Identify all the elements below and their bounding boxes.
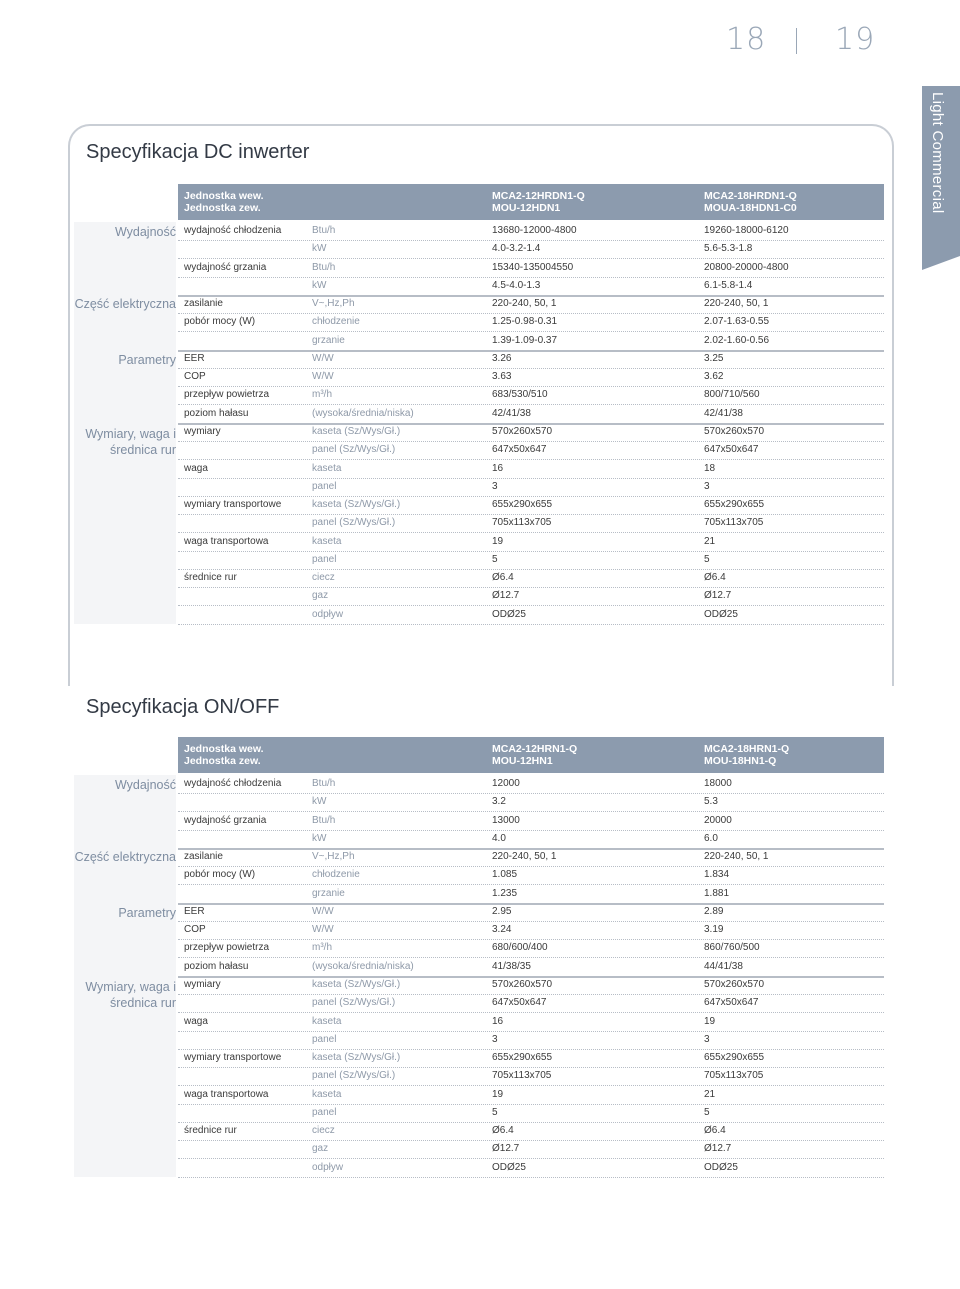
param-unit: kaseta [312,535,342,547]
value-model-2: 570x260x570 [704,979,765,990]
table-row [178,496,884,515]
param-unit: grzanie [312,887,345,899]
param-unit: kaseta (Sz/Wys/Gł.) [312,1052,401,1064]
param-name: wymiary [184,979,221,990]
param-unit: kW [312,279,327,291]
param-name: COP [184,924,206,936]
spec-table-dc-inverter [74,184,884,624]
table-row [178,423,884,442]
value-model-1: 647x50x647 [492,444,547,456]
value-model-1: 705x113x705 [492,1070,552,1082]
param-name: COP [184,371,206,383]
value-model-2: 2.89 [704,905,724,917]
param-unit: V~,Hz,Ph [312,851,355,863]
header-model-1: MCA2-12HRDN1-Q MOU-12HDN1 [492,190,585,214]
value-model-1: 3 [492,480,498,492]
value-model-1: 15340-135004550 [492,261,574,273]
table-row [178,587,884,606]
value-model-1: 3 [492,1033,498,1045]
value-model-2: 3 [704,1033,710,1045]
param-unit: kW [312,243,327,255]
value-model-2: 19260-18000-6120 [704,225,789,236]
group-column [74,775,176,1177]
table-row [178,368,884,387]
table-row [178,222,884,241]
table-row [178,939,884,958]
param-unit: panel [312,1033,337,1045]
param-name: waga [184,1015,208,1027]
value-model-1: 5 [492,1106,498,1118]
group-column [74,222,176,624]
table-row [178,332,884,352]
param-unit: ciecz [312,572,335,584]
table-row [178,885,884,905]
param-unit: kaseta (Sz/Wys/Gł.) [312,426,401,437]
value-model-2: 2.02-1.60-0.56 [704,334,770,346]
param-name: pobór mocy (W) [184,869,256,881]
header-model-2: MCA2-18HRN1-Q MOU-18HN1-Q [704,743,790,767]
value-model-1: 3.26 [492,352,512,364]
param-unit: kaseta [312,462,342,474]
group-label: Wydajność [114,225,176,239]
table-row [178,313,884,332]
group-label: Parametry [118,353,176,367]
table-row [178,775,884,794]
param-name: wymiary transportowe [184,1052,282,1064]
value-model-2: 220-240, 50, 1 [704,298,769,310]
table-row [178,994,884,1013]
group-label: Wydajność [114,778,176,792]
value-model-1: 680/600/400 [492,942,548,954]
page-number-separator [796,28,797,54]
param-unit: m³/h [312,942,332,954]
value-model-1: 3.24 [492,924,512,936]
group-label: Wymiary, waga i średnica rur [85,980,176,1010]
value-model-1: 220-240, 50, 1 [492,851,557,863]
value-model-1: 1.39-1.09-0.37 [492,334,558,346]
value-model-1: 655x290x655 [492,499,553,511]
param-name: waga [184,462,208,474]
param-unit: kaseta [312,1088,342,1100]
spec-table-on-off [74,737,884,1177]
param-unit: panel (Sz/Wys/Gł.) [312,517,396,529]
param-unit: gaz [312,1143,329,1155]
param-unit: ciecz [312,1125,335,1137]
table-row [178,1122,884,1141]
table-row [178,350,884,369]
param-unit: W/W [312,905,334,917]
param-name: średnice rur [184,572,237,584]
param-unit: kaseta (Sz/Wys/Gł.) [312,499,401,511]
table-row [178,405,884,425]
value-model-1: 4.0 [492,832,506,844]
table-row [178,848,884,867]
value-model-2: 5 [704,553,710,565]
side-tab-label: Light Commercial [929,92,946,214]
param-unit: panel [312,553,337,565]
table-row [178,259,884,278]
param-name: zasilanie [184,851,223,863]
value-model-2: 5.6-5.3-1.8 [704,243,753,255]
param-unit: Btu/h [312,225,336,236]
value-model-2: 800/710/560 [704,389,760,401]
table-row [178,976,884,995]
value-model-1: 570x260x570 [492,426,553,437]
value-model-1: Ø6.4 [492,1125,514,1137]
value-model-1: 13680-12000-4800 [492,225,577,236]
value-model-1: 19 [492,1088,504,1100]
value-model-2: 570x260x570 [704,426,765,437]
value-model-1: 42/41/38 [492,407,531,419]
header-units-label: Jednostka wew. Jednostka zew. [184,743,264,767]
value-model-1: 19 [492,535,504,547]
param-name: waga transportowa [184,535,269,547]
param-unit: panel [312,1106,337,1118]
value-model-2: 3.62 [704,371,724,383]
table-header [178,737,884,773]
table-row [178,569,884,588]
param-name: przepływ powietrza [184,942,270,954]
table-row [178,866,884,885]
param-unit: panel (Sz/Wys/Gł.) [312,444,396,456]
value-model-2: Ø12.7 [704,1143,732,1155]
side-tab-light-commercial [922,86,960,256]
table-row [178,903,884,922]
value-model-2: 655x290x655 [704,499,765,511]
value-model-2: 5.3 [704,796,718,808]
table-header [178,184,884,220]
table-row [178,1013,884,1032]
table-row [178,606,884,625]
value-model-2: 705x113x705 [704,1070,764,1082]
value-model-1: 683/530/510 [492,389,548,401]
param-name: przepływ powietrza [184,389,270,401]
value-model-1: Ø12.7 [492,1143,520,1155]
value-model-1: Ø6.4 [492,572,514,584]
value-model-2: 647x50x647 [704,444,759,456]
value-model-2: ODØ25 [704,608,738,620]
param-unit: m³/h [312,389,332,401]
value-model-1: ODØ25 [492,1161,526,1173]
table-row [178,533,884,552]
page-number-right: 19 [835,22,876,57]
value-model-1: 655x290x655 [492,1052,553,1064]
value-model-1: 570x260x570 [492,979,553,990]
param-name: wydajność chłodzenia [184,225,282,236]
value-model-1: ODØ25 [492,608,526,620]
value-model-2: 705x113x705 [704,517,764,529]
value-model-2: 21 [704,1088,716,1100]
table-row [178,1104,884,1123]
value-model-1: 16 [492,1015,504,1027]
group-label: Wymiary, waga i średnica rur [85,427,176,457]
table-row [178,551,884,570]
param-name: poziom hałasu [184,407,249,419]
table-row [178,921,884,940]
param-unit: kaseta [312,1015,342,1027]
page-number-left: 18 [726,22,767,57]
param-name: zasilanie [184,298,223,310]
param-unit: W/W [312,371,334,383]
param-name: pobór mocy (W) [184,316,256,328]
value-model-2: 19 [704,1015,716,1027]
value-model-2: 6.0 [704,832,718,844]
value-model-2: 860/760/500 [704,942,760,954]
header-model-1: MCA2-12HRN1-Q MOU-12HN1 [492,743,578,767]
param-unit: kaseta (Sz/Wys/Gł.) [312,979,401,990]
value-model-2: 18000 [704,778,732,789]
value-model-2: 220-240, 50, 1 [704,851,769,863]
param-unit: kW [312,796,327,808]
param-name: wydajność chłodzenia [184,778,282,789]
value-model-2: Ø6.4 [704,1125,726,1137]
section-title-dc-inverter: Specyfikacja DC inwerter [86,141,310,163]
table-row [178,812,884,831]
param-unit: V~,Hz,Ph [312,298,355,310]
section-title-on-off: Specyfikacja ON/OFF [86,696,280,718]
value-model-1: 3.63 [492,371,512,383]
value-model-2: 20800-20000-4800 [704,261,789,273]
value-model-2: ODØ25 [704,1161,738,1173]
param-unit: chłodzenie [312,869,360,881]
table-row [178,478,884,497]
value-model-1: 1.085 [492,869,518,881]
value-model-2: 647x50x647 [704,997,759,1009]
value-model-2: 2.07-1.63-0.55 [704,316,770,328]
value-model-1: 5 [492,553,498,565]
param-unit: (wysoka/średnia/niska) [312,960,414,972]
param-unit: gaz [312,590,329,602]
header-units-label: Jednostka wew. Jednostka zew. [184,190,264,214]
param-unit: kW [312,832,327,844]
param-unit: grzanie [312,334,345,346]
value-model-2: 1.881 [704,887,730,899]
value-model-1: 2.95 [492,905,512,917]
table-row [178,277,884,297]
value-model-2: 18 [704,462,716,474]
value-model-1: 647x50x647 [492,997,547,1009]
param-unit: W/W [312,924,334,936]
table-row [178,386,884,405]
value-model-2: 44/41/38 [704,960,743,972]
table-row [178,460,884,479]
param-name: EER [184,352,205,364]
value-model-2: 20000 [704,814,732,826]
param-unit: Btu/h [312,261,336,273]
value-model-1: 220-240, 50, 1 [492,298,557,310]
table-row [178,830,884,850]
table-row [178,1049,884,1068]
value-model-2: 3 [704,480,710,492]
value-model-1: 13000 [492,814,520,826]
param-unit: odpływ [312,608,344,620]
param-name: średnice rur [184,1125,237,1137]
param-unit: Btu/h [312,778,336,789]
table-row [178,958,884,978]
param-unit: panel (Sz/Wys/Gł.) [312,1070,396,1082]
param-name: waga transportowa [184,1088,269,1100]
value-model-2: 3.25 [704,352,724,364]
table-row [178,240,884,259]
value-model-2: 3.19 [704,924,724,936]
table-row [178,514,884,533]
value-model-1: 12000 [492,778,520,789]
table-row [178,441,884,460]
value-model-1: 16 [492,462,504,474]
param-name: wydajność grzania [184,814,267,826]
value-model-2: Ø6.4 [704,572,726,584]
table-row [178,1086,884,1105]
param-name: wydajność grzania [184,261,267,273]
table-row [178,793,884,812]
param-name: wymiary transportowe [184,499,282,511]
value-model-1: 3.2 [492,796,506,808]
value-model-1: 4.0-3.2-1.4 [492,243,541,255]
value-model-1: 705x113x705 [492,517,552,529]
value-model-2: 6.1-5.8-1.4 [704,279,753,291]
param-unit: W/W [312,352,334,364]
value-model-2: 42/41/38 [704,407,743,419]
param-name: EER [184,905,205,917]
header-model-2: MCA2-18HRDN1-Q MOUA-18HDN1-C0 [704,190,797,214]
value-model-2: 5 [704,1106,710,1118]
param-name: wymiary [184,426,221,437]
value-model-1: Ø12.7 [492,590,520,602]
value-model-2: 21 [704,535,716,547]
param-unit: Btu/h [312,814,336,826]
table-row [178,1140,884,1159]
group-label: Część elektryczna [74,297,176,311]
value-model-1: 4.5-4.0-1.3 [492,279,541,291]
table-row [178,1031,884,1050]
param-name: poziom hałasu [184,960,249,972]
param-unit: panel (Sz/Wys/Gł.) [312,997,396,1009]
value-model-1: 1.25-0.98-0.31 [492,316,558,328]
group-label: Część elektryczna [74,850,176,864]
param-unit: odpływ [312,1161,344,1173]
value-model-2: Ø12.7 [704,590,732,602]
param-unit: (wysoka/średnia/niska) [312,407,414,419]
table-row [178,1159,884,1178]
table-row [178,1067,884,1086]
table-row [178,295,884,314]
value-model-2: 655x290x655 [704,1052,765,1064]
value-model-1: 1.235 [492,887,518,899]
param-unit: panel [312,480,337,492]
group-label: Parametry [118,906,176,920]
value-model-1: 41/38/35 [492,960,531,972]
param-unit: chłodzenie [312,316,360,328]
value-model-2: 1.834 [704,869,730,881]
